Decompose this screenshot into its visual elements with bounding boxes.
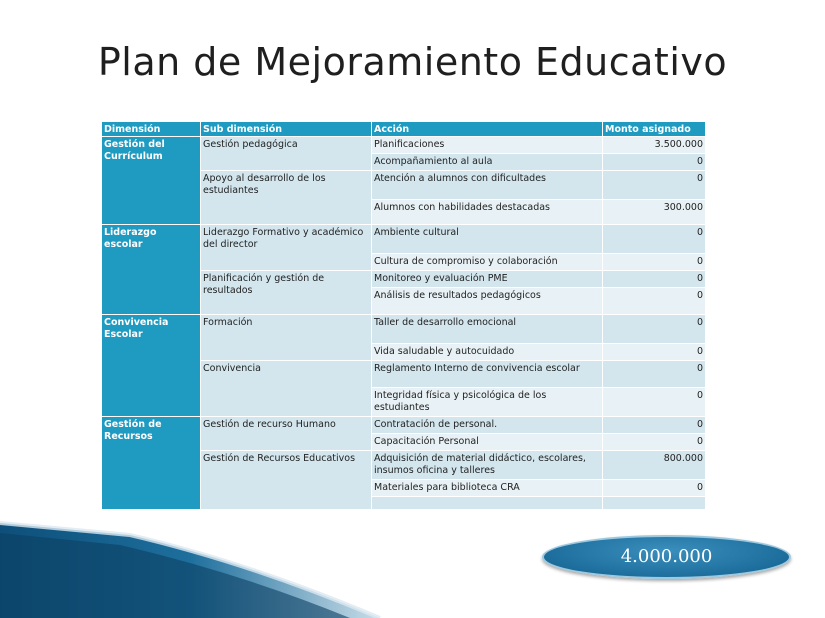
amount-cell: 0: [603, 361, 706, 388]
action-cell: Taller de desarrollo emocional: [372, 315, 603, 344]
amount-cell: 0: [603, 417, 706, 434]
header-sub-dimension: Sub dimensión: [201, 122, 372, 137]
amount-cell: 0: [603, 388, 706, 417]
sub-dimension-cell: Apoyo al desarrollo de los estudiantes: [201, 171, 372, 225]
table-row: [102, 417, 706, 434]
action-cell: Análisis de resultados pedagógicos: [372, 288, 603, 315]
decorative-swoosh: [0, 505, 420, 618]
page-title: Plan de Mejoramiento Educativo: [97, 40, 728, 84]
dimension-cell: Gestión de Recursos: [102, 417, 201, 510]
header-dimension: Dimensión: [102, 122, 201, 137]
action-cell: Capacitación Personal: [372, 434, 603, 451]
table-row: [102, 225, 706, 254]
amount-cell: 0: [603, 271, 706, 288]
sub-dimension-cell: Convivencia: [201, 361, 372, 417]
sub-dimension-cell: Planificación y gestión de resultados: [201, 271, 372, 315]
action-cell: Contratación de personal.: [372, 417, 603, 434]
amount-cell: 0: [603, 254, 706, 271]
table-row: [102, 137, 706, 154]
sub-dimension-cell: Gestión de recurso Humano: [201, 417, 372, 451]
action-cell: Planificaciones: [372, 137, 603, 154]
action-cell: Integridad física y psicológica de los estudiantes: [372, 388, 603, 417]
action-cell: Atención a alumnos con dificultades: [372, 171, 603, 200]
action-cell: Acompañamiento al aula: [372, 154, 603, 171]
action-cell: Materiales para biblioteca CRA: [372, 480, 603, 497]
action-cell: Cultura de compromiso y colaboración: [372, 254, 603, 271]
sub-dimension-cell: Gestión pedagógica: [201, 137, 372, 171]
dimension-cell: Liderazgo escolar: [102, 225, 201, 315]
amount-cell: 0: [603, 288, 706, 315]
amount-cell: 0: [603, 154, 706, 171]
header-amount: Monto asignado: [603, 122, 706, 137]
amount-cell: 300.000: [603, 200, 706, 225]
table-row: [102, 315, 706, 344]
total-amount-badge: 4.000.000: [542, 535, 791, 579]
action-cell: Alumnos con habilidades destacadas: [372, 200, 603, 225]
sub-dimension-cell: Gestión de Recursos Educativos: [201, 451, 372, 510]
header-action: Acción: [372, 122, 603, 137]
action-cell: Reglamento Interno de convivencia escolar: [372, 361, 603, 388]
dimension-cell: Gestión del Currículum: [102, 137, 201, 225]
action-cell: Adquisición de material didáctico, escolares, insumos oficina y talleres: [372, 451, 603, 480]
amount-cell: 0: [603, 344, 706, 361]
action-cell: Monitoreo y evaluación PME: [372, 271, 603, 288]
amount-cell: 3.500.000: [603, 137, 706, 154]
plan-table: [101, 121, 706, 510]
amount-cell: 800.000: [603, 451, 706, 480]
action-cell: Ambiente cultural: [372, 225, 603, 254]
sub-dimension-cell: Formación: [201, 315, 372, 361]
action-cell: Vida saludable y autocuidado: [372, 344, 603, 361]
amount-cell: 0: [603, 480, 706, 497]
amount-cell: 0: [603, 434, 706, 451]
amount-cell: 0: [603, 315, 706, 344]
amount-cell: 0: [603, 171, 706, 200]
amount-cell: 0: [603, 225, 706, 254]
dimension-cell: Convivencia Escolar: [102, 315, 201, 417]
amount-cell: [603, 497, 706, 510]
sub-dimension-cell: Liderazgo Formativo y académico del director: [201, 225, 372, 271]
table-header-row: [102, 122, 706, 137]
